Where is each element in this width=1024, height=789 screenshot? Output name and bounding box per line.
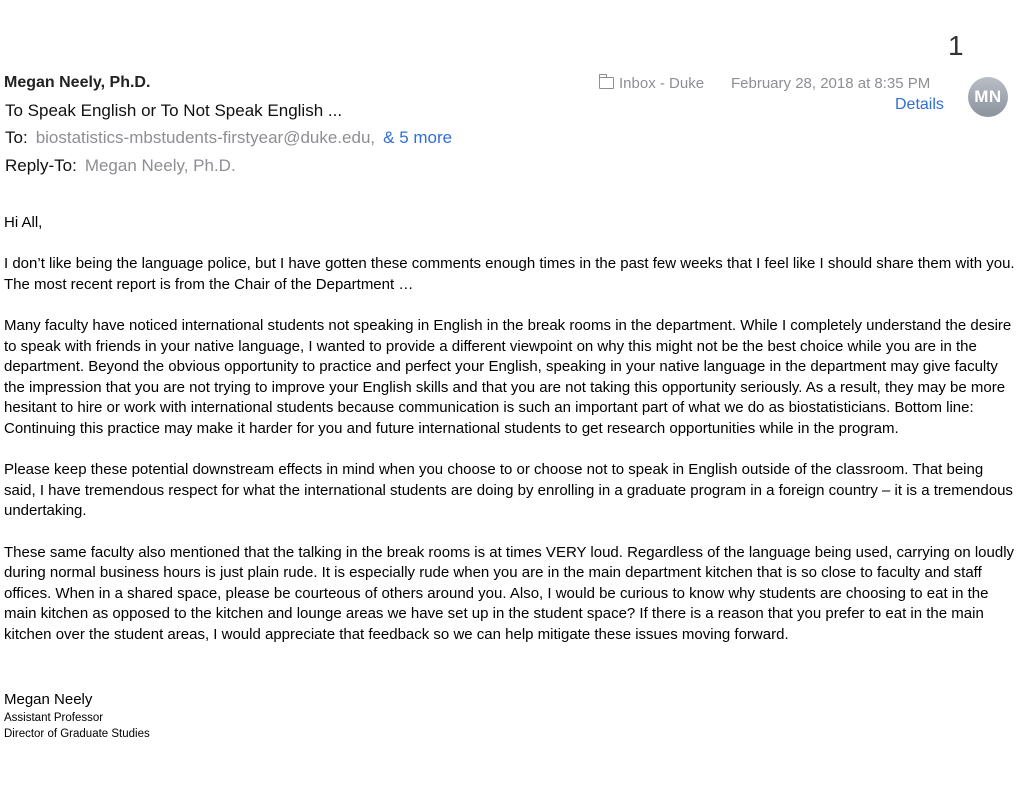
signature-title: Assistant Professor	[4, 712, 104, 724]
mailbox-label: Inbox - Duke	[619, 75, 705, 92]
message-date: February 28, 2018 at 8:35 PM	[731, 75, 931, 92]
body-paragraph: Please keep these potential downstream effects in mind when you choose to or choose not to speak in English outside of the classroom. That being said, I have tremendous respect for what the international students are doing by enrolling in a graduate program in a foreign country – it is a tremendous undertaking.	[4, 461, 1013, 520]
more-recipients-link[interactable]: & 5 more	[383, 128, 453, 147]
sender-name[interactable]: Megan Neely, Ph.D.	[4, 74, 151, 91]
mailbox-indicator[interactable]	[599, 75, 704, 92]
reply-to-row	[5, 156, 236, 176]
body-paragraph: I don’t like being the language police, but I have gotten these comments enough times in the past few weeks that I feel like I should share them with you. The most recent report is from the Chair of the Department …	[4, 255, 1015, 293]
subject-line: To Speak English or To Not Speak English ...	[5, 101, 343, 120]
to-label: To:	[5, 128, 28, 147]
to-recipient[interactable]: biostatistics-mbstudents-firstyear@duke.edu,	[35, 128, 376, 147]
greeting: Hi All,	[4, 214, 43, 231]
folder-icon	[599, 77, 614, 89]
message-body	[4, 213, 1016, 666]
body-paragraph: Many faculty have noticed international students not speaking in English in the break rooms in the department. While I completely understand the desire to speak with friends in your native language, I wanted to provide a different viewpoint on why this might not be the best choice while you are in the department. Beyond the obvious opportunity to practice and perfect your English, speaking in your native language in the department may give faculty the impression that you are not trying to improve your English skills and that you are not taking this opportunity seriously. As a result, they may be more hesitant to hire or work with international students because communication is such an important part of what we do as biostatisticians. Bottom line: Continuing this practice may make it harder for you and future international students to get research opportunities while in the program.	[4, 316, 1012, 437]
body-paragraph: These same faculty also mentioned that the talking in the break rooms is at times VERY loud. Regardless of the language being used, carrying on loudly during normal business hours is just plain rude. It is especially rude when you are in the main department kitchen that is so close to faculty and staff offices. When in a shared space, please be courteous of others around you. Also, I would be curious to know why students are choosing to eat in the main kitchen as opposed to the kitchen and lounge areas we have set up in the student space? If there is a reason that you prefer to eat in the main kitchen over the student areas, I would appreciate that feedback so we can help mitigate these issues moving forward.	[4, 543, 1015, 643]
reply-to-value[interactable]: Megan Neely, Ph.D.	[84, 156, 236, 175]
message-header	[0, 70, 1024, 190]
details-link[interactable]: Details	[895, 96, 944, 113]
signature-name: Megan Neely	[4, 691, 93, 708]
avatar: MN	[968, 77, 1008, 117]
to-row	[5, 128, 452, 148]
reply-to-label: Reply-To:	[5, 156, 77, 175]
page-number: 1	[948, 30, 964, 61]
signature-role: Director of Graduate Studies	[4, 728, 150, 740]
signature	[4, 690, 150, 742]
